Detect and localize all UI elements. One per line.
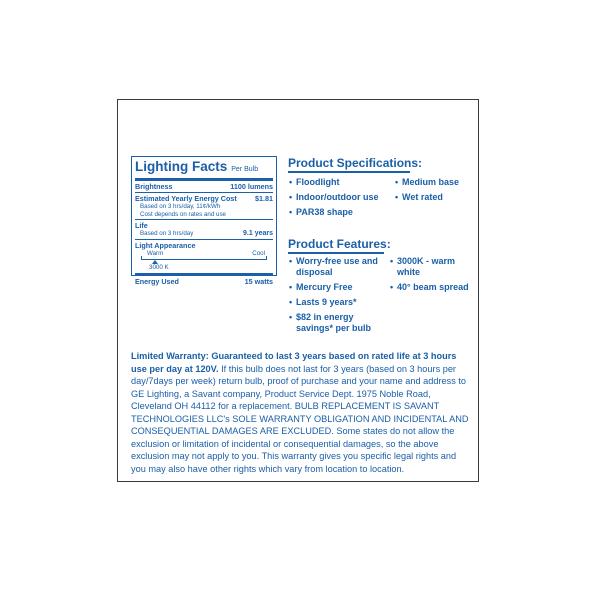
scale-tick-right bbox=[266, 256, 267, 260]
energy-cost-value: $1.81 bbox=[255, 194, 273, 203]
facts-title: Lighting Facts bbox=[135, 159, 228, 174]
features-heading-rule bbox=[288, 252, 384, 254]
spec-item: • Medium base bbox=[395, 177, 470, 188]
scale-tick-left bbox=[141, 256, 142, 260]
life-row bbox=[135, 221, 273, 230]
divider-thick bbox=[135, 178, 273, 181]
feature-item: • Worry-free use and disposal bbox=[289, 256, 384, 278]
spec-item: • Wet rated bbox=[395, 192, 470, 203]
cool-label: Cool bbox=[252, 249, 265, 257]
energy-note-1-text: Based on 3 hrs/day, 11¢/kWh bbox=[140, 203, 221, 210]
energy-used-label: Energy Used bbox=[135, 276, 179, 286]
divider-thick bbox=[135, 273, 273, 276]
warranty-lead: Limited Warranty: Guaranteed to last 3 years based on rated life at 3 hours use per day at 120V. bbox=[131, 351, 457, 374]
specs-heading-rule bbox=[288, 171, 410, 173]
feature-item: • Mercury Free bbox=[289, 282, 384, 293]
divider bbox=[135, 239, 273, 240]
specs-heading: Product Specifications: bbox=[288, 156, 423, 170]
lighting-facts-label bbox=[131, 156, 277, 286]
spec-item: • Indoor/outdoor use bbox=[289, 192, 394, 203]
specs-list-right bbox=[395, 177, 470, 207]
energy-note-1 bbox=[135, 203, 273, 211]
energy-note-2-text: Cost depends on rates and use bbox=[140, 210, 226, 218]
feature-item: • $82 in energy savings* per bulb bbox=[289, 312, 384, 334]
brightness-value: 1100 lumens bbox=[230, 182, 273, 191]
brightness-label: Brightness bbox=[135, 182, 173, 191]
brightness-row bbox=[135, 182, 273, 191]
divider bbox=[135, 192, 273, 193]
divider bbox=[135, 219, 273, 220]
spec-item: • Floodlight bbox=[289, 177, 394, 188]
energy-used-row bbox=[135, 277, 273, 286]
life-value: 9.1 years bbox=[243, 230, 273, 237]
facts-title-row bbox=[135, 159, 273, 177]
appearance-label: Light Appearance bbox=[135, 240, 196, 250]
feature-item: • 3000K - warm white bbox=[390, 256, 472, 278]
spec-item: • PAR38 shape bbox=[289, 207, 394, 218]
color-temperature-scale bbox=[137, 250, 271, 272]
energy-note-2 bbox=[135, 211, 273, 219]
life-note: Based on 3 hrs/day bbox=[140, 230, 194, 237]
energy-cost-label: Estimated Yearly Energy Cost bbox=[135, 194, 237, 203]
scale-bar bbox=[141, 259, 267, 260]
feature-item: • 40° beam spread bbox=[390, 282, 472, 293]
energy-used-value: 15 watts bbox=[244, 276, 273, 286]
features-list-right bbox=[390, 256, 472, 297]
features-heading: Product Features: bbox=[288, 237, 391, 251]
life-label: Life bbox=[135, 221, 148, 230]
life-sub-row bbox=[135, 230, 273, 238]
appearance-row bbox=[135, 241, 273, 250]
warranty-text bbox=[131, 350, 469, 475]
feature-item: • Lasts 9 years* bbox=[289, 297, 384, 308]
facts-per-bulb: Per Bulb bbox=[231, 166, 259, 173]
warranty-body: If this bulb does not last for 3 years (based on 3 hours per day/7days per week) return bulb, proof of purchase and your name and address to GE Lighting, a Savant company, Product Service Dept. 1975 Noble Road, Cleveland OH 44112 for a replacement. BULB REPLACEMENT IS SAVANT TECHNOLOGIES LLC's SOLE WARRANTY OBLIGATION AND INCIDENTAL AND CONSEQUENTIAL DAMAGES ARE EXCLUDED. Some states do not allow the exclusion or limitation of incidental or consequential damages, so the above exclusion may not apply to you. This warranty gives you specific legal rights and you may also have other rights which vary from location to location. bbox=[131, 363, 469, 474]
energy-cost-row bbox=[135, 194, 273, 203]
features-list-left bbox=[289, 256, 384, 338]
specs-list-left bbox=[289, 177, 394, 222]
warm-label: Warm bbox=[147, 249, 164, 257]
kelvin-value: 3000 K bbox=[149, 263, 169, 271]
